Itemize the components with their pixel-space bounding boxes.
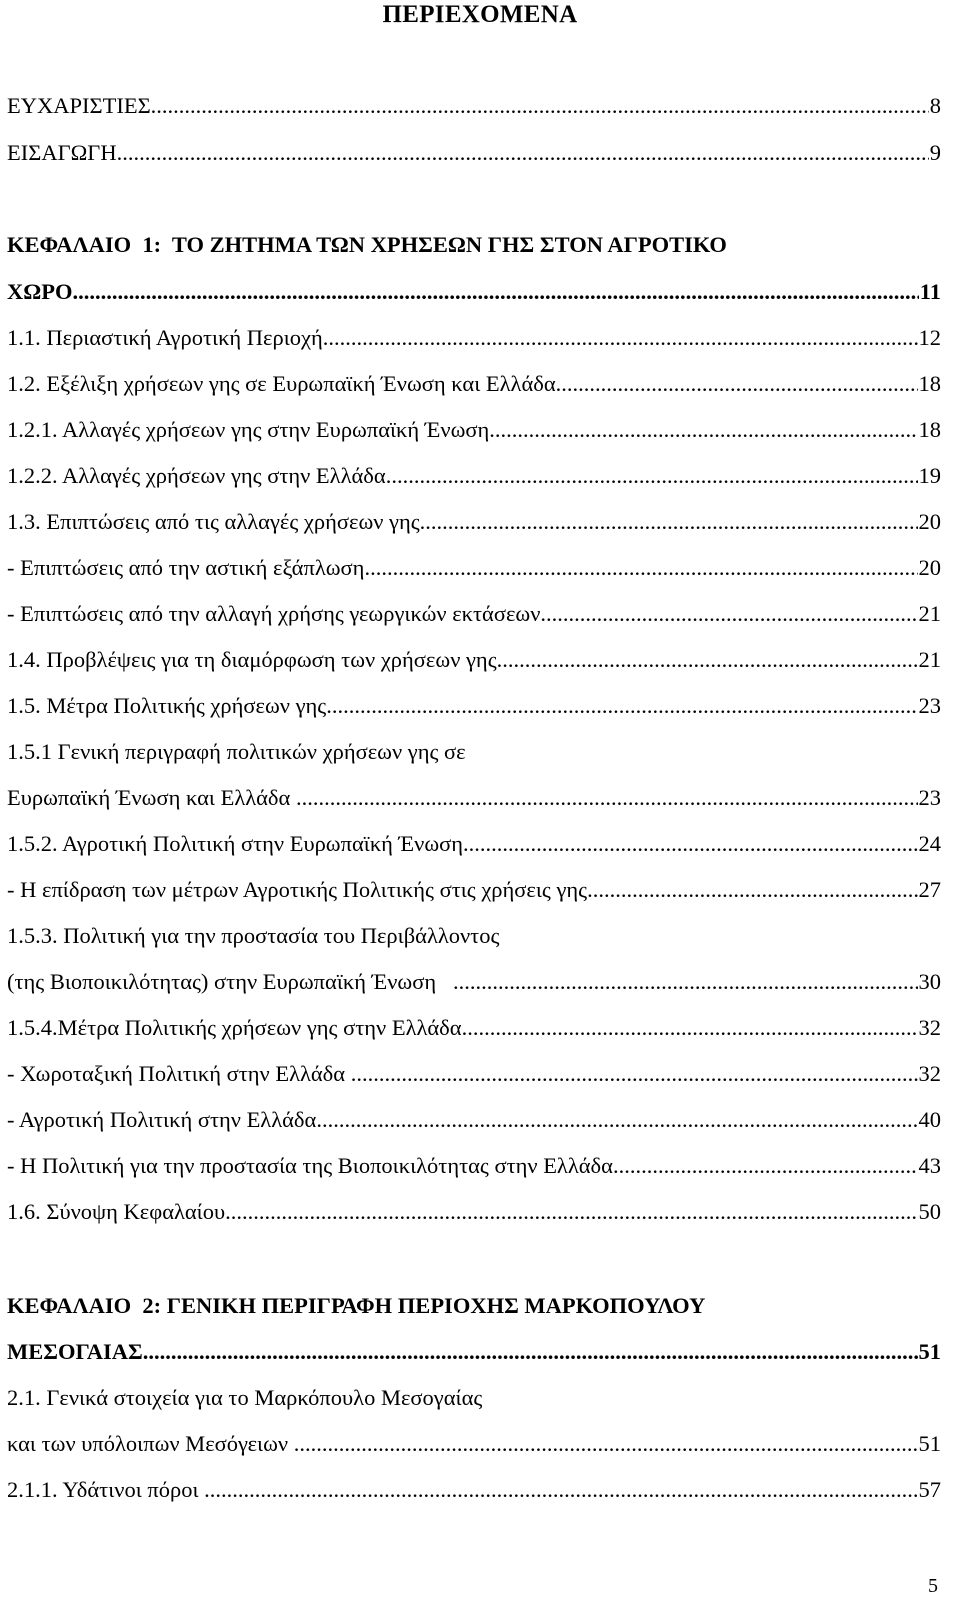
toc-entry[interactable] — [7, 276, 941, 308]
toc-entry-title: ΜΕΣΟΓΑΙΑΣ — [7, 1339, 143, 1364]
toc-entry-title: 1.4. Προβλέψεις για τη διαμόρφωση των χρήσεων γης — [7, 647, 497, 672]
toc-entry-title: 1.5.4.Μέτρα Πολιτικής χρήσεων γης στην Ελλάδα — [7, 1015, 462, 1040]
toc-entry-page: 20 — [918, 509, 941, 534]
toc-entry[interactable] — [7, 229, 941, 261]
toc-entry-title: - Αγροτική Πολιτική στην Ελλάδα — [7, 1107, 317, 1132]
toc-dot-leader — [453, 966, 918, 998]
toc-entry-title: και των υπόλοιπων Μεσόγειων — [7, 1431, 294, 1456]
toc-entry-title: 1.2. Εξέλιξη χρήσεων γης σε Ευρωπαϊκή Ένωση και Ελλάδα — [7, 371, 556, 396]
toc-entry-page: 12 — [918, 325, 941, 350]
toc-entry[interactable] — [7, 552, 941, 584]
toc-dot-leader — [73, 276, 919, 308]
toc-entry-title: 2.1. Γενικά στοιχεία για το Μαρκόπουλο Μεσογαίας — [7, 1385, 483, 1410]
toc-entry-page: 32 — [918, 1061, 941, 1086]
toc-entry-page: 57 — [918, 1477, 941, 1502]
toc-dot-leader — [489, 414, 917, 446]
toc-entry-page: 27 — [918, 877, 941, 902]
toc-dot-leader — [420, 506, 918, 538]
toc-entry-page: 23 — [918, 785, 941, 810]
toc-entry[interactable] — [7, 368, 941, 400]
toc-dot-leader — [151, 90, 929, 122]
toc-entry-title: 2.1.1. Υδάτινοι πόροι — [7, 1477, 205, 1502]
toc-entry[interactable] — [7, 90, 941, 122]
toc-entry-page: 18 — [918, 371, 941, 396]
toc-entry-title: ΕΥΧΑΡΙΣΤΙΕΣ — [7, 93, 151, 118]
toc-entry-title: - Η επίδραση των μέτρων Αγροτικής Πολιτικής στις χρήσεις γης — [7, 877, 588, 902]
toc-entry[interactable] — [7, 1150, 941, 1182]
page-title: ΠΕΡΙΕΧΟΜΕΝΑ — [382, 1, 578, 28]
toc-entry[interactable] — [7, 1428, 941, 1460]
toc-entry-title: - Η Πολιτική για την προστασία της Βιοποικιλότητας στην Ελλάδα — [7, 1153, 613, 1178]
toc-entry[interactable] — [7, 1336, 941, 1368]
toc-entry-page: 21 — [918, 647, 941, 672]
toc-entry-title: 1.6. Σύνοψη Κεφαλαίου — [7, 1199, 226, 1224]
toc-entry[interactable] — [7, 1382, 941, 1414]
toc-entry-page: 30 — [918, 969, 941, 994]
toc-entry-page: 50 — [918, 1199, 941, 1224]
toc-entry[interactable] — [7, 966, 941, 998]
toc-entry[interactable] — [7, 506, 941, 538]
toc-dot-leader — [613, 1150, 918, 1182]
toc-dot-leader — [117, 137, 929, 169]
toc-entry-page: 9 — [929, 140, 941, 165]
toc-dot-leader — [225, 1196, 917, 1228]
toc-dot-leader — [326, 690, 917, 722]
toc-entry[interactable] — [7, 1058, 941, 1090]
toc-entry-page: 51 — [918, 1431, 941, 1456]
toc-entry[interactable] — [7, 137, 941, 169]
toc-entry[interactable] — [7, 874, 941, 906]
toc-dot-leader — [204, 1474, 917, 1506]
toc-entry-title: 1.1. Περιαστική Αγροτική Περιοχή — [7, 325, 323, 350]
toc-entry-page: 11 — [919, 279, 941, 304]
toc-dot-leader — [497, 644, 918, 676]
toc-entry-title: ΚΕΦΑΛΑΙΟ 2: ΓΕΝΙΚΗ ΠΕΡΙΓΡΑΦΗ ΠΕΡΙΟΧΗΣ ΜΑΡΚΟΠΟΥΛΟΥ — [7, 1293, 706, 1318]
toc-entry-title: 1.5.3. Πολιτική για την προστασία του Περιβάλλοντος — [7, 923, 500, 948]
toc-entry-page: 51 — [918, 1339, 941, 1364]
toc-dot-leader — [587, 874, 917, 906]
toc-entry-title: ΚΕΦΑΛΑΙΟ 1: ΤΟ ΖΗΤΗΜΑ ΤΩΝ ΧΡΗΣΕΩΝ ΓΗΣ ΣΤΟΝ ΑΓΡΟΤΙΚΟ — [7, 232, 727, 257]
toc-entry-page: 40 — [918, 1107, 941, 1132]
toc-entry[interactable] — [7, 828, 941, 860]
toc-entry-title: 1.3. Επιπτώσεις από τις αλλαγές χρήσεων γης — [7, 509, 420, 534]
page-number: 5 — [928, 1575, 938, 1597]
toc-dot-leader — [302, 782, 918, 814]
toc-entry[interactable] — [7, 1474, 941, 1506]
toc-entry-title: Ευρωπαϊκή Ένωση και Ελλάδα . — [7, 785, 302, 810]
toc-entry-title: 1.5.2. Αγροτική Πολιτική στην Ευρωπαϊκή Ένωση — [7, 831, 464, 856]
toc-entry-title: ΧΩΡΟ — [7, 279, 73, 304]
toc-entry-title: - Επιπτώσεις από την αστική εξάπλωση — [7, 555, 365, 580]
toc-entry-title: 1.2.1. Αλλαγές χρήσεων γης στην Ευρωπαϊκή Ένωση — [7, 417, 490, 442]
toc-entry[interactable] — [7, 736, 941, 768]
toc-entry-page: 23 — [918, 693, 941, 718]
toc-entry[interactable] — [7, 644, 941, 676]
toc-entry[interactable] — [7, 920, 941, 952]
toc-entry-page: 24 — [918, 831, 941, 856]
toc-entry-page: 8 — [929, 93, 941, 118]
toc-entry[interactable] — [7, 1104, 941, 1136]
toc-entry[interactable] — [7, 1196, 941, 1228]
toc-entry-title: - Επιπτώσεις από την αλλαγή χρήσης γεωργικών εκτάσεων — [7, 601, 541, 626]
toc-entry[interactable] — [7, 598, 941, 630]
toc-entry[interactable] — [7, 782, 941, 814]
toc-dot-leader — [143, 1336, 918, 1368]
toc-dot-leader — [323, 322, 918, 354]
toc-entry-title: 1.5.1 Γενική περιγραφή πολιτικών χρήσεων γης σε — [7, 739, 466, 764]
toc-dot-leader — [540, 598, 917, 630]
toc-entry[interactable] — [7, 1012, 941, 1044]
toc-dot-leader — [294, 1428, 918, 1460]
toc-entry-page: 19 — [918, 463, 941, 488]
toc-entry[interactable] — [7, 322, 941, 354]
toc-dot-leader — [462, 1012, 918, 1044]
toc-entry[interactable] — [7, 414, 941, 446]
toc-dot-leader — [386, 460, 918, 492]
toc-entry-title: (της Βιοποικιλότητας) στην Ευρωπαϊκή Ένωση — [7, 969, 453, 994]
toc-entry[interactable] — [7, 1290, 941, 1322]
toc-entry-page: 18 — [918, 417, 941, 442]
toc-entry-page: 43 — [918, 1153, 941, 1178]
toc-entry[interactable] — [7, 460, 941, 492]
toc-dot-leader — [556, 368, 918, 400]
toc-entry-title: 1.2.2. Αλλαγές χρήσεων γης στην Ελλάδα — [7, 463, 386, 488]
toc-entry-title: 1.5. Μέτρα Πολιτικής χρήσεων γης — [7, 693, 327, 718]
toc-dot-leader — [364, 552, 917, 584]
toc-entry-page: 20 — [918, 555, 941, 580]
toc-dot-leader — [463, 828, 917, 860]
toc-entry-title: - Χωροταξική Πολιτική στην Ελλάδα — [7, 1061, 351, 1086]
toc-entry-page: 32 — [918, 1015, 941, 1040]
toc-entry-title: ΕΙΣΑΓΩΓΗ — [7, 140, 117, 165]
toc-dot-leader — [351, 1058, 918, 1090]
toc-entry[interactable] — [7, 690, 941, 722]
toc-dot-leader — [316, 1104, 917, 1136]
toc-entry-page: 21 — [918, 601, 941, 626]
